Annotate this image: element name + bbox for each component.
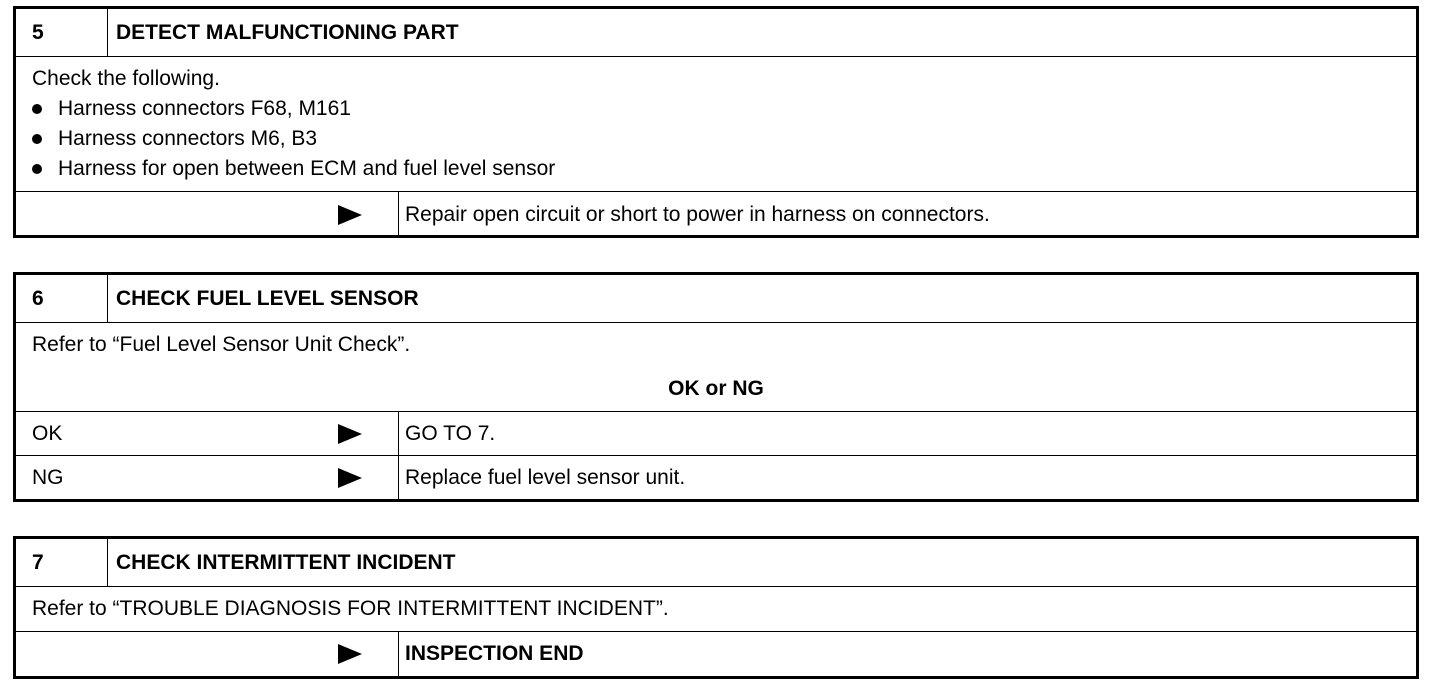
instruction-intro: Check the following. [32, 67, 220, 90]
result-condition [16, 192, 399, 238]
arrow-right-icon [338, 644, 362, 664]
step-title: CHECK FUEL LEVEL SENSOR [116, 286, 419, 310]
step-title: DETECT MALFUNCTIONING PART [116, 20, 459, 44]
step-number: 6 [16, 275, 108, 322]
step-number: 7 [16, 539, 108, 586]
result-action: GO TO 7. [405, 421, 496, 445]
list-item-text: Harness connectors F68, M161 [58, 97, 351, 120]
decision-label: OK or NG [668, 376, 764, 400]
arrow-right-icon [338, 205, 362, 225]
step-7-table [13, 536, 1419, 679]
step-instructions [16, 322, 1416, 366]
arrow-right-icon [338, 468, 362, 488]
bullet-icon [32, 134, 42, 144]
result-condition [16, 456, 399, 499]
list-item-text: Harness connectors M6, B3 [58, 127, 318, 150]
list-item [32, 154, 555, 184]
result-action: Repair open circuit or short to power in harness on connectors. [405, 203, 990, 226]
instruction-intro: Refer to “TROUBLE DIAGNOSIS FOR INTERMITTENT INCIDENT”. [32, 597, 669, 620]
step-number: 5 [16, 9, 108, 56]
list-item [32, 124, 317, 154]
instruction-intro: Refer to “Fuel Level Sensor Unit Check”. [32, 332, 411, 356]
bullet-icon [32, 104, 42, 114]
result-row [16, 631, 1416, 676]
step-title: CHECK INTERMITTENT INCIDENT [116, 550, 456, 574]
result-condition [16, 632, 399, 676]
result-row [16, 191, 1416, 238]
result-row [16, 411, 1416, 455]
arrow-right-icon [338, 424, 362, 444]
result-row [16, 455, 1416, 499]
step-instructions [16, 56, 1416, 191]
condition-label: OK [32, 421, 63, 445]
step-6-table [13, 272, 1419, 502]
bullet-icon [32, 164, 42, 174]
step-5-table [13, 6, 1419, 238]
result-condition [16, 412, 399, 455]
step-header [16, 9, 1416, 56]
result-action: Replace fuel level sensor unit. [405, 465, 686, 489]
instruction-body [16, 57, 1416, 191]
list-item [32, 94, 351, 124]
step-header [16, 539, 1416, 586]
result-action: INSPECTION END [405, 642, 584, 665]
list-item-text: Harness for open between ECM and fuel level sensor [58, 157, 556, 180]
step-instructions [16, 586, 1416, 631]
condition-label: NG [32, 465, 64, 489]
decision-row [16, 366, 1416, 411]
step-header [16, 275, 1416, 322]
